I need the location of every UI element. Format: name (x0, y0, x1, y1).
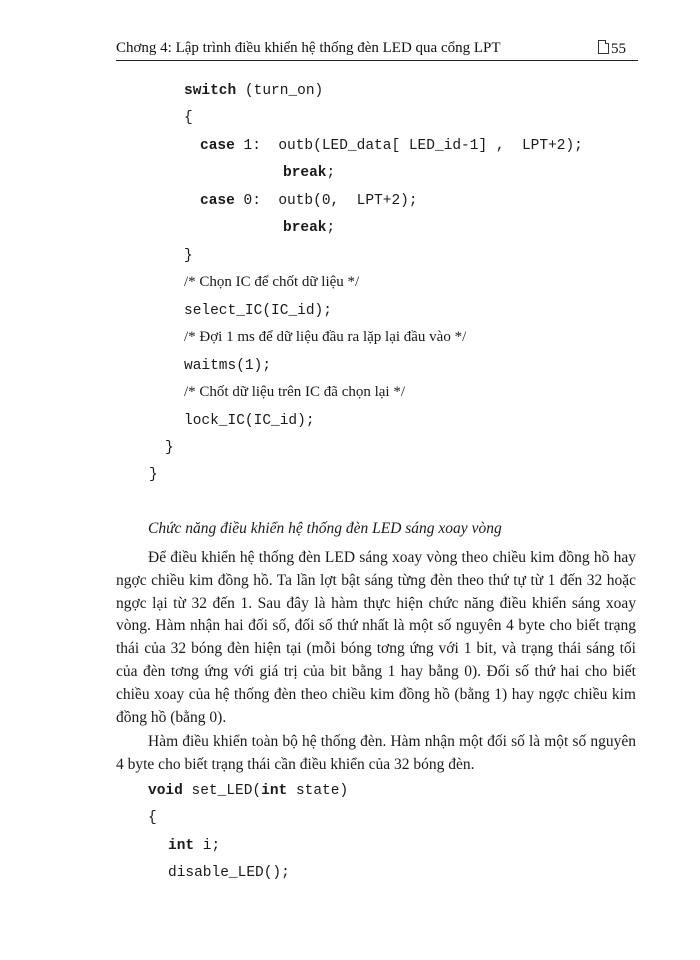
code-line-open-brace: { (184, 110, 193, 126)
paragraph-1: Để điều khiển hệ thống đèn LED sáng xoay vòng theo chiều kim đồng hồ hay ngợc chiều kim đồng hồ. Ta lần lợt bật sáng từng đèn theo thứ tự từ 1 đến 32 hoặc ngợc lại từ 32 đến 1. Sau đây là hàm thực hiện chức năng điều khiển sáng xoay vòng. Hàm nhận hai đối số, đối số thứ nhất là một số nguyên 4 byte cho biết trạng thái của 32 bóng đèn hiện tại (mỗi bóng tơng ứng với 1 bit, và trạng thái sáng tối của đèn tơng ứng với giá trị của bit bằng 1 hay bằng 0). Đối số thứ hai cho biết chiều xoay của hệ thống đèn theo chiều kim đồng hồ (bằng 1) hay ngợc chiều kim đồng hồ (bằng 0). (116, 549, 636, 726)
page-icon (598, 40, 609, 54)
code-line-break-1: break; (283, 165, 336, 181)
code-comment-select: /* Chọn IC để chốt dữ liệu */ (184, 274, 360, 290)
code-line-var-decl: int i; (168, 838, 221, 854)
code-comment-wait: /* Đợi 1 ms để dữ liệu đầu ra lặp lại đầu vào */ (184, 329, 467, 345)
code-line-outer-close: } (149, 467, 158, 483)
keyword-int: int (261, 783, 288, 799)
code-line-case0: case 0: outb(0, LPT+2); (200, 193, 418, 209)
code-line-wait: waitms(1); (184, 358, 272, 374)
keyword-switch: switch (184, 83, 237, 99)
code-line-select: select_IC(IC_id); (184, 303, 332, 319)
code-line-lock: lock_IC(IC_id); (184, 413, 315, 429)
keyword-void: void (148, 783, 183, 799)
keyword-case: case (200, 193, 235, 209)
keyword-case: case (200, 138, 235, 154)
page-number (598, 40, 626, 58)
code-comment-lock: /* Chốt dữ liệu trên IC đã chọn lại */ (184, 384, 406, 400)
code-line-function-open-brace: { (148, 810, 157, 826)
code-line-disable: disable_LED(); (168, 865, 290, 881)
code-line-break-2: break; (283, 220, 336, 236)
header-rule (116, 60, 638, 61)
code-line-switch: switch (turn_on) (184, 83, 324, 99)
code-line-inner-close: } (165, 440, 174, 456)
code-line-case1: case 1: outb(LED_data[ LED_id-1] , LPT+2); (200, 138, 583, 154)
keyword-break: break (283, 165, 327, 181)
paragraph-2: Hàm điều khiển toàn bộ hệ thống đèn. Hàm nhận một đối số là một số nguyên 4 byte cho biết trạng thái cần điều khiển của 32 bóng đèn. (116, 733, 636, 773)
page-number-value: 55 (611, 41, 626, 57)
chapter-header: Chơng 4: Lập trình điều khiển hệ thống đèn LED qua cổng LPT (116, 40, 501, 56)
code-line-function-signature: void set_LED(int state) (148, 783, 349, 799)
keyword-break: break (283, 220, 327, 236)
section-heading: Chức năng điều khiển hệ thống đèn LED sáng xoay vòng (148, 520, 502, 537)
keyword-int: int (168, 838, 195, 854)
code-line-close-brace: } (184, 248, 193, 264)
